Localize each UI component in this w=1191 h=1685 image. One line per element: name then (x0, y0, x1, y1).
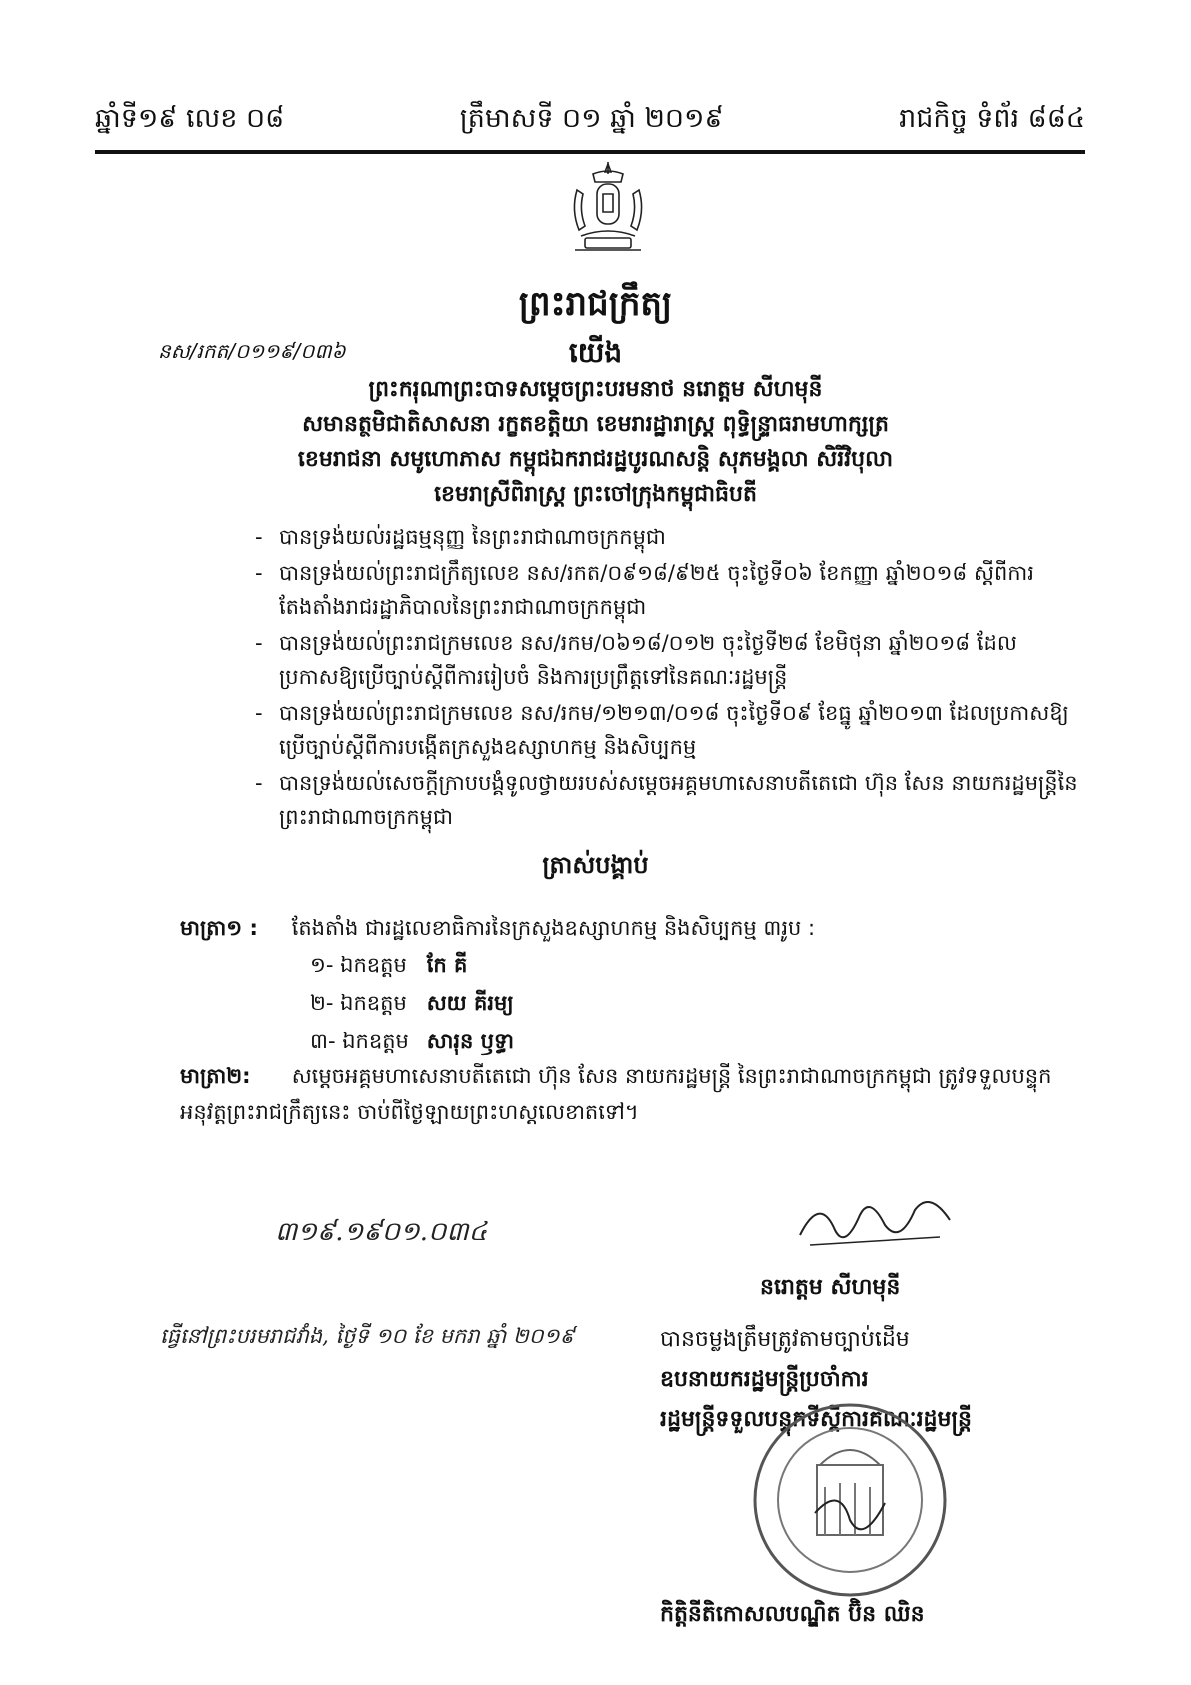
official-seal-icon (745, 1395, 955, 1605)
king-name: នរោត្តម សីហមុនី (760, 1275, 901, 1300)
appointee-row: ១- ឯកឧត្តម កែ គី (310, 953, 468, 977)
article-2-label: មាត្រា២: (180, 1064, 251, 1088)
registry-number: ៣១៩.១៩០១.០៣៤ (275, 1217, 488, 1247)
decree-we: យើង (568, 336, 623, 369)
consideration-item: - បានទ្រង់យល់ព្រះរាជក្រមលេខ នស/រកម/១២១៣/០១៨ ចុះថ្ងៃទី០៩ ខែធ្នូ ឆ្នាំ២០១៣ ដែលប្រកាសឱ្យប្រើច្បាប់ស្តីពីការបង្កើតក្រសួងឧស្សាហកម្ម និងសិប្បកម្ម (255, 701, 1069, 759)
place-and-date: ធ្វើនៅព្រះបរមរាជវាំង, ថ្ងៃទី ១០ ខែ មករា ឆ្នាំ ២០១៩ (160, 1324, 575, 1348)
countersign-name: កិត្តិនីតិកោសលបណ្ឌិត ប៊ិន ឈិន (660, 1602, 925, 1627)
decree-reference-number: នស/រកត/០១១៩/០៣៦ (158, 339, 346, 363)
header-issue: ឆ្នាំទី១៩ លេខ ០៨ (95, 102, 285, 134)
article-1 (180, 910, 1080, 946)
consideration-item: - បានទ្រង់យល់ព្រះរាជក្រឹត្យលេខ នស/រកត/០៩១៨/៩២៥ ចុះថ្ងៃទី០៦ ខែកញ្ញា ឆ្នាំ២០១៨ ស្តីពីការតែងតាំងរាជរដ្ឋាភិបាលនៃព្រះរាជាណាចក្រកម្ពុជា (255, 561, 1034, 619)
header-page: រាជកិច្ច ទំព័រ ៨៨៤ (899, 102, 1085, 134)
header-date: ត្រឹមាសទី ០១ ឆ្នាំ ២០១៩ (459, 102, 724, 134)
royal-title-line-3: ខេមរាជនា សមូហោភាស កម្ពុជឯករាជរដ្ឋបូរណសន្តិ សុភមង្គលា សិរីវិបុលា (297, 447, 894, 472)
countersign-title-2: រដ្ឋមន្ត្រីទទួលបន្ទុកទីស្តីការគណៈរដ្ឋមន្ត្រី (660, 1407, 973, 1432)
decree-title: ព្រះរាជក្រឹត្យ (518, 284, 673, 324)
appointee-name: កែ គី (426, 953, 468, 977)
royal-title-line-4: ខេមរាស្រីពិរាស្ត្រ ព្រះចៅក្រុងកម្ពុជាធិបតី (434, 482, 757, 507)
royal-title-line-2: សមានត្ថមិជាតិសាសនា រក្ខតខត្តិយា ខេមរារដ្ឋារាស្ត្រ ពុទ្ធិន្ទ្រាធរាមហាក្សត្រ (302, 412, 889, 437)
article-1-text: តែងតាំង ជារដ្ឋលេខាធិការនៃក្រសួងឧស្សាហកម្ម និងសិប្បកម្ម ៣រូប : (291, 916, 816, 940)
consideration-item: - បានទ្រង់យល់ព្រះរាជក្រមលេខ នស/រកម/០៦១៨/០១២ ចុះថ្ងៃទី២៨ ខែមិថុនា ឆ្នាំ២០១៨ ដែលប្រកាសឱ្យប្រើច្បាប់ស្តីពីការរៀបចំ និងការប្រព្រឹត្តទៅនៃគណៈរដ្ឋមន្ត្រី (255, 631, 1017, 689)
royal-signature-icon (790, 1175, 960, 1260)
hereby-decrees-heading: ត្រាស់បង្គាប់ (542, 851, 649, 879)
consideration-item: - បានទ្រង់យល់សេចក្តីក្រាបបង្គំទូលថ្វាយរបស់សម្តេចអគ្គមហាសេនាបតីតេជោ ហ៊ុន សែន នាយករដ្ឋមន្ត្រីនៃព្រះរាជាណាចក្រកម្ពុជា (255, 771, 1078, 829)
consideration-item: - បានទ្រង់យល់រដ្ឋធម្មនុញ្ញ នៃព្រះរាជាណាចក្រកម្ពុជា (255, 525, 666, 549)
certified-copy-note: បានចម្លងត្រឹមត្រូវតាមច្បាប់ដើម (660, 1327, 910, 1352)
royal-title-line-1: ព្រះករុណាព្រះបាទសម្តេចព្រះបរមនាថ នរោត្តម សីហមុនី (368, 377, 823, 402)
gazette-header (95, 96, 1085, 146)
appointee-row: ២- ឯកឧត្តម សយ គីរម្យ (310, 991, 514, 1015)
appointee-name: សារុន ឫទ្ធា (426, 1029, 514, 1053)
royal-coat-of-arms-icon (563, 160, 653, 260)
appointee-name: សយ គីរម្យ (426, 991, 514, 1015)
header-divider (95, 150, 1085, 154)
considerations-list (255, 520, 1085, 836)
article-2 (180, 1058, 1080, 1130)
article-1-label: មាត្រា១ : (180, 916, 258, 940)
countersign-title-1: ឧបនាយករដ្ឋមន្ត្រីប្រចាំការ (660, 1367, 869, 1392)
appointee-row: ៣- ឯកឧត្តម សារុន ឫទ្ធា (310, 1029, 514, 1053)
article-2-text: សម្តេចអគ្គមហាសេនាបតីតេជោ ហ៊ុន សែន នាយករដ្ឋមន្ត្រី នៃព្រះរាជាណាចក្រកម្ពុជា ត្រូវទទួលបន្ទុកអនុវត្តព្រះរាជក្រឹត្យនេះ ចាប់ពីថ្ងៃឡាយព្រះហស្តលេខាតទៅ។ (180, 1064, 1052, 1124)
